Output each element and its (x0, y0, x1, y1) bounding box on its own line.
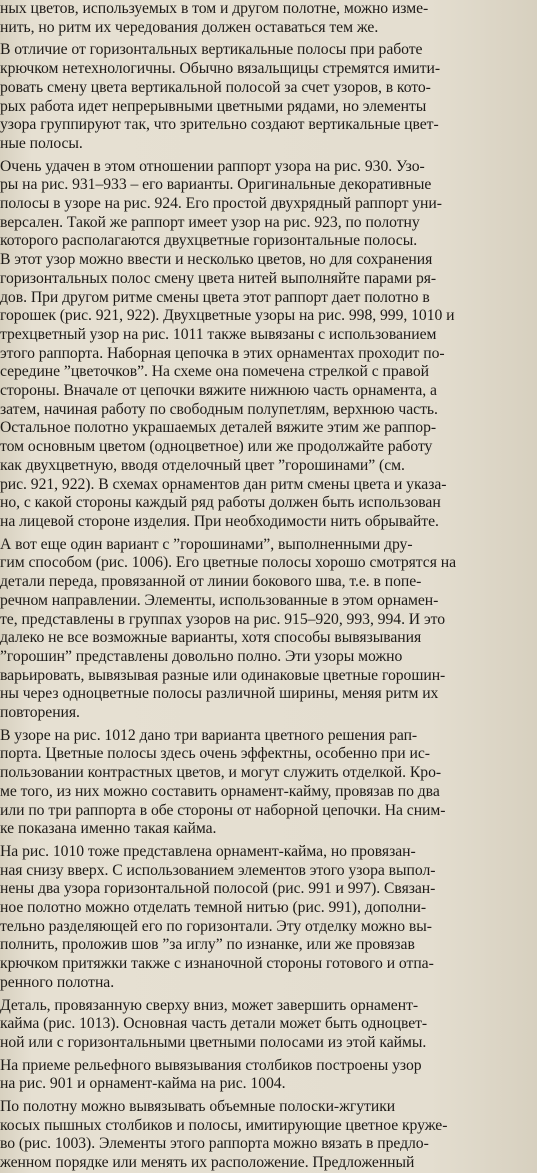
paragraph-6: На рис. 1010 тоже представлена орнамент-кайма, но провязан- ная снизу вверх. С использованием элементов этого узора выпол- нены два узора горизонтальной полосой (рис. 991 и 997). Связан- ное полотно можно отделать темной нитью (рис. 991), дополни- тельно разделяющей его по горизонтали. Эту отделку можно вы- полнить, проложив шов ”за иглу” по изнанке, или же провязав крючком притяжки также с изнаночной стороны готового и отпа- ренного полотна. (0, 842, 436, 991)
paragraph-2: В отличие от горизонтальных вертикальные полосы при работе крючком нетехнологичны. Обычно вязальщицы стремятся имити- ровать смену цвета вертикальной полосой за счет узоров, в кото- рых работа идет непрерывными цветными рядами, но элементы узора группируют так, что зрительно создают вертикальные цвет- ные полосы. (0, 41, 441, 152)
paragraph-7: Деталь, провязанную сверху вниз, может завершить орнамент- кайма (рис. 1013). Основная часть детали может быть одноцвет- ной или с горизонтальными цветными полосами из этой каймы. (0, 996, 428, 1051)
paragraph-4: А вот еще один вариант с ”горошинами”, выполненными дру- гим способом (рис. 1006). Его цветные полосы хорошо смотрятся на детали переда, провязанной от линии бокового шва, т.е. в попе- речном направлении. Элементы, использованные в этом орнамен- те, представлены в группах узоров на рис. 915–920, 993, 994. И это далеко не все возможные варианты, хотя способы вывязывания ”горошин” представлены довольно полно. Эти узоры можно варьировать, вывязывая разные или одинаковые цветные горошин- ны через одноцветные полосы различной ширины, меняя ритм их повторения. (0, 535, 456, 722)
paragraph-8: На приеме рельефного вывязывания столбиков построены узор на рис. 901 и орнамент-кайма на рис. 1004. (0, 1056, 422, 1093)
paragraph-9: По полотну можно вывязывать объемные полоски-жгутики косых пышных столбиков и полосы, имитирующие цветное круже- во (рис. 1003). Элементы этого раппорта можно вязать в предло- женном порядке или менять их расположение. Предложенный (0, 1098, 448, 1172)
paragraph-5: В узоре на рис. 1012 дано три варианта цветного решения рап- порта. Цветные полосы здесь очень эффектны, особенно при ис- пользовании контрастных цветов, и могут служить отделкой. Кро- ме того, из них можно составить орнамент-кайму, провязав по два или по три раппорта в обе стороны от наборной цепочки. На сним- ке показана именно такая кайма. (0, 726, 446, 838)
paragraph-1: ных цветов, используемых в том и другом полотне, можно изме- нить, но ритм их чередования должен оставаться тем же. (0, 0, 429, 36)
paragraph-3: Очень удачен в этом отношении раппорт узора на рис. 930. Узо- ры на рис. 931–933 – его варианты. Оригинальные декоративные полосы в узоре на рис. 924. Его простой двухрядный раппорт уни- версален. Такой же раппорт имеет узор на рис. 923, по полотну которого располагаются двухцветные горизонтальные полосы. В этот узор можно ввести и несколько цветов, но для сохранения горизонтальных полос смену цвета нитей выполняйте парами ря- дов. При другом ритме смены цвета этот раппорт дает полотно в горошек (рис. 921, 922). Двухцветные узоры на рис. 998, 999, 1010 и трехцветный узор на рис. 1011 также вывязаны с использованием этого раппорта. Наборная цепочка в этих орнаментах проходит по- середине ”цветочков”. На схеме она помечена стрелкой с правой стороны. Вначале от цепочки вяжите нижнюю часть орнамента, а затем, начиная работу по свободным полупетлям, верхнюю часть. Остальное полотно украшаемых деталей вяжите этим же раппор- том основным цветом (одноцветное) или же продолжайте работу как двухцветную, вводя отделочный цвет ”горошинами” (см. рис. 921, 922). В схемах орнаментов дан ритм смены цвета и указа- но, с какой стороны каждый ряд работы должен быть использован на лицевой стороне изделия. При необходимости нить обрывайте. (0, 157, 455, 530)
